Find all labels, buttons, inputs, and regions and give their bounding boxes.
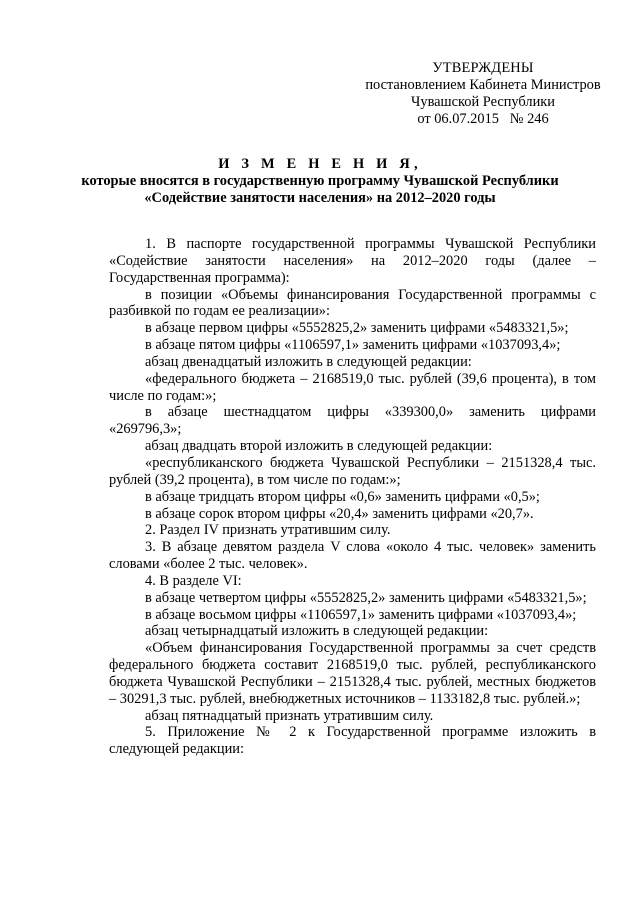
document-heading	[40, 156, 600, 207]
paragraph: абзац четырнадцатый изложить в следующей редакции:	[145, 623, 489, 640]
paragraph: абзац двадцать второй изложить в следующей редакции:	[145, 438, 493, 455]
paragraph: абзац пятнадцатый признать утратившим силу.	[145, 707, 434, 724]
paragraph: в абзаце сорок втором цифры «20,4» заменить цифрами «20,7».	[145, 505, 534, 522]
paragraph: в позиции «Объемы финансирования Государственной программы с разбивкой по годам ее реализации»:	[109, 286, 596, 320]
paragraph: 1. В паспорте государственной программы Чувашской Республики «Содействие занятости населения» на 2012–2020 годы (далее – Государственная программа):	[109, 236, 596, 286]
paragraph: «Объем финансирования Государственной программы за счет средств федерального бюджета составит 2168519,0 тыс. рублей, республиканского бюджета Чувашской Республики – 2151328,4 тыс. рублей, местных бюджетов – 30291,3 тыс. рублей, внебюджетных источников – 1133182,8 тыс. рублей.»;	[109, 640, 596, 707]
paragraph: в абзаце шестнадцатом цифры «339300,0» заменить цифрами «269796,3»;	[109, 404, 596, 438]
heading-title: И З М Е Н Е Н И Я,	[218, 156, 422, 172]
paragraph: «республиканского бюджета Чувашской Республики – 2151328,4 тыс. рублей (39,2 процента), в том числе по годам:»;	[109, 454, 596, 488]
paragraph: в абзаце пятом цифры «1106597,1» заменить цифрами «1037093,4»;	[145, 337, 561, 354]
approval-title: УТВЕРЖДЕНЫ	[432, 60, 534, 76]
approval-date-number: от 06.07.2015 № 246	[417, 111, 549, 127]
document-body	[109, 236, 596, 758]
paragraph: в абзаце тридцать втором цифры «0,6» заменить цифрами «0,5»;	[145, 488, 540, 505]
heading-line-1: которые вносятся в государственную программу Чувашской Республики	[81, 173, 559, 189]
paragraph: 3. В абзаце девятом раздела V слова «около 4 тыс. человек» заменить словами «более 2 тыс. человек».	[109, 539, 596, 573]
paragraph: 2. Раздел IV признать утратившим силу.	[145, 522, 391, 539]
paragraph: в абзаце четвертом цифры «5552825,2» заменить цифрами «5483321,5»;	[145, 589, 587, 606]
paragraph: в абзаце первом цифры «5552825,2» заменить цифрами «5483321,5»;	[145, 320, 569, 337]
paragraph: абзац двенадцатый изложить в следующей редакции:	[145, 353, 472, 370]
paragraph: 5. Приложение № 2 к Государственной программе изложить в следующей редакции:	[109, 724, 596, 758]
approval-stamp	[358, 60, 608, 128]
approval-line-2: Чувашской Республики	[411, 94, 555, 110]
heading-line-2: «Содействие занятости населения» на 2012–2020 годы	[144, 190, 496, 206]
approval-line-1: постановлением Кабинета Министров	[365, 77, 601, 93]
paragraph: 4. В разделе VI:	[145, 572, 242, 589]
paragraph: «федерального бюджета – 2168519,0 тыс. рублей (39,6 процента), в том числе по годам:»;	[109, 370, 596, 404]
paragraph: в абзаце восьмом цифры «1106597,1» заменить цифрами «1037093,4»;	[145, 606, 577, 623]
